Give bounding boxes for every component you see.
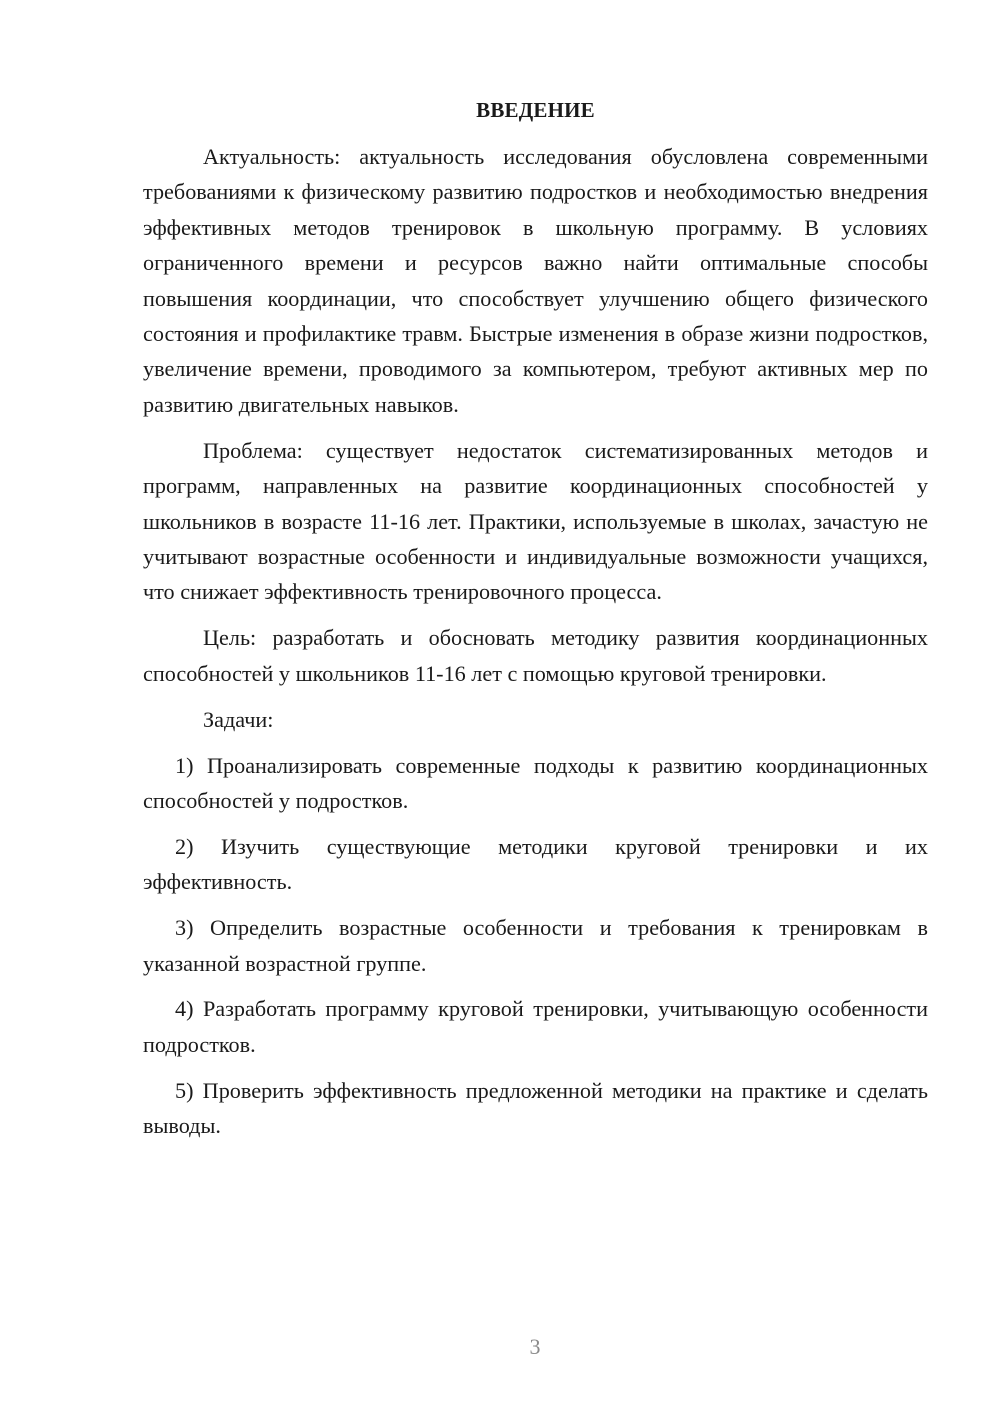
relevance-paragraph: Актуальность: актуальность исследования обусловлена современными требованиями к физическому развитию подростков и необходимостью внедрения эффективных методов тренировок в школьную программу. В условиях ограниченного времени и ресурсов важно найти оптимальные способы повышения координации, что способствует улучшению общего физического состояния и профилактике травм. Быстрые изменения в образе жизни подростков, увеличение времени, проводимого за компьютером, требуют активных мер по развитию двигательных навыков. xyxy=(143,144,928,417)
tasks-label: Задачи: xyxy=(203,706,274,732)
task-item: 5) Проверить эффективность предложенной методики на практике и сделать выводы. xyxy=(143,1077,928,1139)
page-number: 3 xyxy=(529,1334,541,1359)
goal-paragraph: Цель: разработать и обосновать методику развития координационных способностей у школьников 11-16 лет с помощью круговой тренировки. xyxy=(143,625,928,686)
task-item: 1) Проанализировать современные подходы к развитию координационных способностей у подростков. xyxy=(143,752,928,813)
page-content xyxy=(143,95,928,1154)
problem-paragraph: Проблема: существует недостаток систематизированных методов и программ, направленных на развитие координационных способностей у школьников в возрасте 11-16 лет. Практики, используемые в школах, зачастую не учитывают возрастные особенности и индивидуальные возможности учащихся, что снижает эффективность тренировочного процесса. xyxy=(143,437,928,605)
task-item: 4) Разработать программу круговой тренировки, учитывающую особенности подростков. xyxy=(143,996,928,1057)
task-item: 2) Изучить существующие методики круговой тренировки и их эффективность. xyxy=(143,833,928,895)
section-heading: ВВЕДЕНИЕ xyxy=(476,98,595,122)
task-item: 3) Определить возрастные особенности и требования к тренировкам в указанной возрастной группе. xyxy=(143,915,928,976)
